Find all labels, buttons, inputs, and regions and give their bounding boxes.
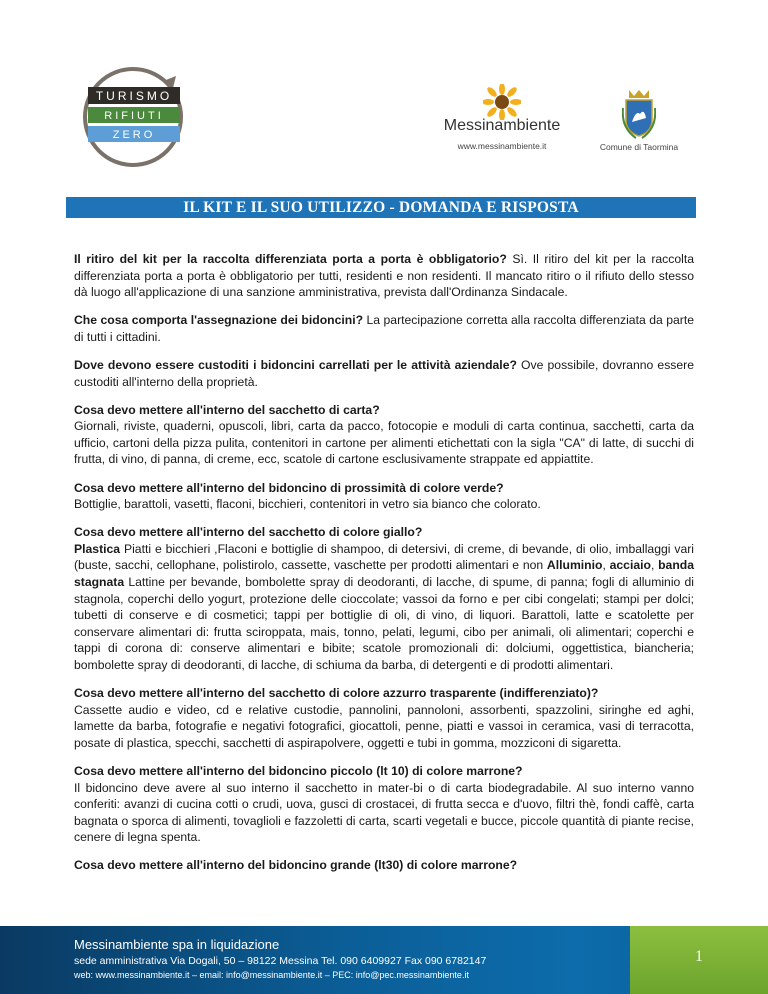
coat-of-arms-icon (622, 88, 656, 140)
qa-item (74, 312, 694, 345)
answer-part: , (650, 558, 659, 573)
qa-item (74, 357, 694, 390)
question: Cosa devo mettere all'interno del bidoncino piccolo (lt 10) di colore marrone? (74, 763, 523, 778)
zero-text: ZERO (112, 129, 156, 141)
qa-item (74, 480, 694, 513)
answer: Ove possibile, dovranno essere custoditi all'interno della proprietà. (74, 357, 694, 389)
answer-part: Piatti e bicchieri ,Flaconi e bottiglie di shampoo, di detersivi, di creme, di bevande, di olio, imballaggi vari (buste, sacchi, cellophane, polistirolo, cassette, vaschette per prodotti alimentari e non (74, 541, 694, 573)
qa-item (74, 857, 694, 874)
sunflower-icon (483, 84, 521, 120)
qa-item (74, 685, 694, 751)
footer-contacts: web: www.messinambiente.it – email: info@messinambiente.it – PEC: info@pec.messinambiente.it (74, 970, 469, 980)
question: Il ritiro del kit per la raccolta differenziata porta a porta è obbligatorio? (74, 252, 507, 266)
qa-item (74, 402, 694, 468)
comune-name: Comune di Taormina (599, 142, 679, 152)
comune-taormina-logo (594, 88, 684, 158)
turismo-text: TURISMO (95, 89, 173, 103)
turismo-rifiuti-zero-logo (78, 62, 188, 172)
question: Cosa devo mettere all'interno del bidoncino grande (lt30) di colore marrone? (74, 858, 518, 873)
footer-org: Messinambiente spa in liquidazione (74, 937, 280, 952)
answer: Sì. Il ritiro del kit per la raccolta differenziata porta a porta è obbligatorio per tutti, residenti e non residenti. Il mancato ritiro o il rifiuto dello stesso dà luogo all'applicazione di una sanzione amministrativa, prevista dall'Ordinanza Sindacale. (74, 252, 694, 300)
question: Cosa devo mettere all'interno del sacchetto di colore azzurro trasparente (indifferenziato)? (74, 686, 599, 701)
page-title-bar (66, 197, 696, 218)
page-title: IL KIT E IL SUO UTILIZZO - DOMANDA E RISPOSTA (183, 199, 579, 216)
question: Cosa devo mettere all'interno del sacchetto di carta? (74, 402, 380, 417)
footer-address: sede amministrativa Via Dogali, 50 – 98122 Messina Tel. 090 6409927 Fax 090 6782147 (74, 955, 487, 967)
answer: La partecipazione corretta alla raccolta differenziata da parte di tutti i cittadini. (74, 313, 695, 344)
question: Cosa devo mettere all'interno del bidoncino di prossimità di colore verde? (74, 480, 504, 495)
question: Che cosa comporta l'assegnazione dei bidoncini? (74, 313, 364, 328)
page-number-box (630, 926, 768, 994)
material-plastica: Plastica (74, 541, 121, 556)
material-acciaio: acciaio (609, 558, 651, 573)
messinambiente-logo (432, 84, 572, 156)
qa-item (74, 763, 694, 846)
page-number: 1 (695, 948, 703, 965)
messinambiente-url: www.messinambiente.it (457, 141, 547, 151)
qa-content (74, 251, 694, 886)
answer-part: Lattine per bevande, bombolette spray di deodoranti, di lacche, di spume, di panna; fogli di alluminio di stagnola, coperchi dello yogurt, protezione delle cioccolate; vassoi da forno e per cibi congelati; stampi per dolci; tubetti di conserve e di cosmetici; tappi per bottiglie di oli, di vino, di liquori. Barattoli, latte e scatolette per conservare alimentari di: frutta sciroppata, mais, tonno, pelati, legumi, cibo per animali, oli alimentari; coperchi e tappi di corona di: conserve alimentari e bibite; scatole promozionali di: dolciumi, oggettistica, biancheria; bombolette spray di deodoranti, di lacche, di schiuma da barba, di detergenti e di prodotti alimentari. (74, 575, 694, 672)
question: Cosa devo mettere all'interno del sacchetto di colore giallo? (74, 525, 423, 540)
answer: Bottiglie, barattoli, vasetti, flaconi, bicchieri, contenitori in vetro sia bianco che colorato. (74, 497, 541, 512)
answer: Il bidoncino deve avere al suo interno il sacchetto in mater-bi o di carta biodegradabile. Al suo interno vanno conferiti: avanzi di cucina cotti o crudi, uova, gusci di crostacei, di frutta secca e d'uovo, filtri thè, fondi caffè, carta bagnata o sporca di alimenti, tovaglioli e fazzoletti di carta, scarti vegetali e bucce, piccole quantità di piante recise, cenere di legna spenta. (74, 780, 694, 845)
rifiuti-text: RIFIUTI (104, 110, 164, 122)
qa-item (74, 524, 694, 673)
material-banda-stagnata: banda stagnata (74, 558, 694, 589)
answer: Cassette audio e video, cd e relative custodie, pannolini, pannoloni, assorbenti, spazzolini, siringhe ed aghi, lamette da barba, fotografie e negativi fotografici, giocattoli, penne, piatti e vassoi in ceramica, vasi di terracotta, posate di plastica, specchi, sacchetti di aspirapolvere, oggetti e tubi in gomma, mozziconi di sigaretta. (74, 702, 694, 750)
answer-part: , (602, 558, 610, 573)
qa-item (74, 251, 694, 301)
answer: Giornali, riviste, quaderni, opuscoli, libri, carta da pacco, fotocopie e moduli di carta continua, sacchetti, carta da ufficio, cartoni della pizza pulita, contenitori in cartone per alimenti etichettati con la sigla "CA" di latte, di succhi di frutta, di vino, di panna, di creme, ecc, scatole di cartone esclusivamente strappate ed appiattite. (74, 419, 694, 467)
page-footer (0, 926, 768, 994)
messinambiente-brand: Messinambiente (443, 117, 561, 134)
material-alluminio: Alluminio (546, 558, 603, 573)
question: Dove devono essere custoditi i bidoncini carrellati per le attività aziendale? (74, 357, 517, 372)
